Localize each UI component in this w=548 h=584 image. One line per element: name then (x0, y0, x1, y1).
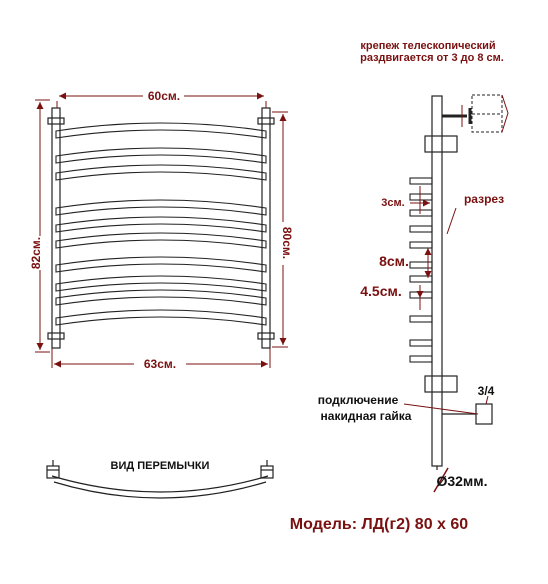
side-prong (410, 292, 432, 298)
side-mount-block-bottom (425, 376, 457, 392)
rung (56, 200, 266, 215)
rung (56, 233, 266, 248)
model-label: Модель: ЛД(г2) 80 x 60 (289, 516, 469, 533)
rung (56, 310, 266, 325)
rung (56, 165, 266, 180)
prongs (410, 178, 432, 362)
side-prong (410, 178, 432, 184)
dim-3cm: 3см. (381, 197, 405, 209)
rungs (56, 123, 266, 325)
bridge-label: ВИД ПЕРЕМЫЧКИ (110, 460, 210, 472)
side-prong (410, 356, 432, 362)
rung (56, 276, 266, 291)
side-mount-block-top (425, 136, 457, 152)
dim-8cm: 8см. (379, 253, 409, 269)
mount-tab-top-right (258, 118, 274, 124)
rung (56, 123, 266, 138)
dim-height-left: 82см. (29, 236, 43, 270)
dim-height-right: 80см. (280, 226, 294, 260)
front-view (48, 108, 274, 348)
thread-label: 3/4 (477, 384, 495, 398)
mount-note-line1: крепеж телескопический (360, 40, 496, 52)
side-prong (410, 316, 432, 322)
side-prong (410, 262, 432, 268)
rung (56, 290, 266, 305)
side-view (410, 95, 508, 470)
dim-4-5cm: 4.5см. (360, 283, 402, 299)
side-prong (410, 210, 432, 216)
rung (56, 217, 266, 232)
diameter-label: Ø32мм. (436, 473, 488, 489)
dim-width-top: 60см. (147, 89, 181, 103)
side-prong (410, 340, 432, 346)
dim-width-bottom: 63см. (143, 357, 177, 371)
side-prong (410, 194, 432, 200)
section-label: разрез (463, 192, 505, 206)
connection-nut (476, 404, 492, 424)
side-prong (410, 242, 432, 248)
mount-tab-bottom-right (258, 333, 274, 339)
side-prong (410, 226, 432, 232)
connection-line1: подключение (317, 393, 399, 407)
front-dimensions (35, 96, 288, 368)
mount-tab-bottom-left (48, 333, 64, 339)
connection-line2: накидная гайка (320, 409, 412, 423)
rung (56, 257, 266, 272)
side-prong (410, 276, 432, 282)
rung (56, 148, 266, 163)
mount-tab-top-left (48, 118, 64, 124)
mount-note-line2: раздвигается от 3 до 8 см. (360, 52, 504, 64)
